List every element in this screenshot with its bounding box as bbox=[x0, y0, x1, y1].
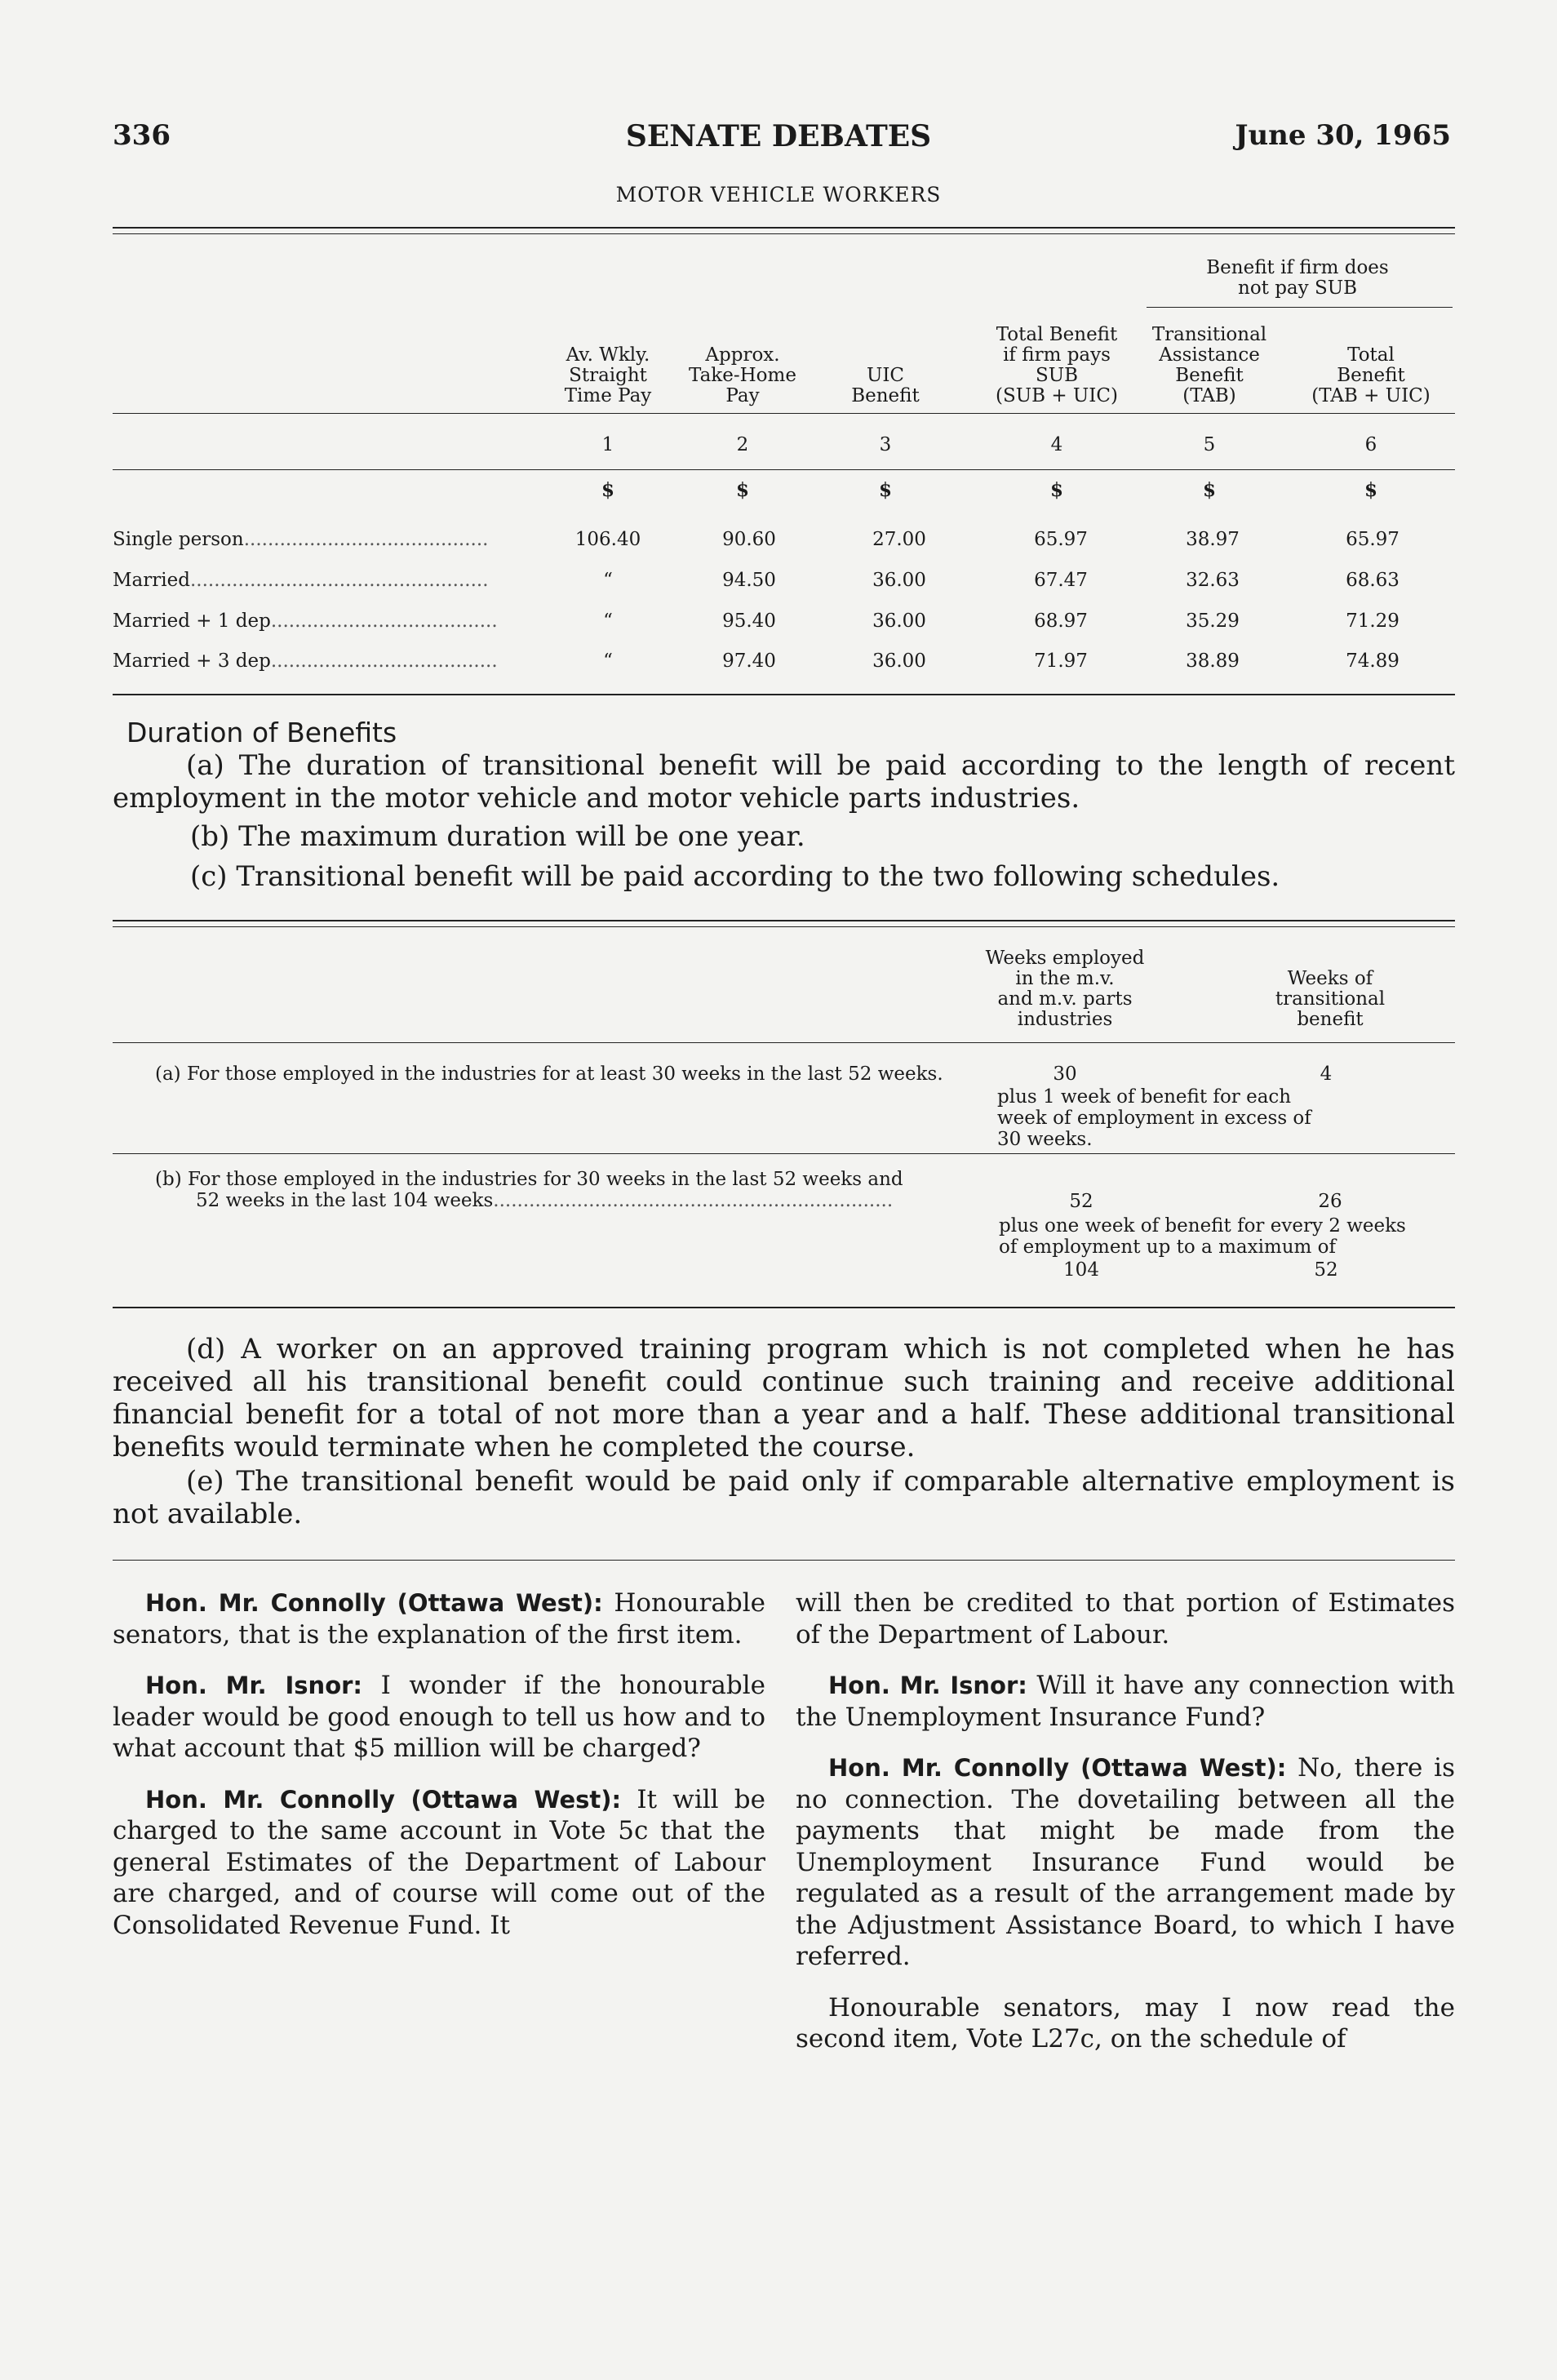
row-a-weeks-employed: 30 bbox=[1053, 1063, 1077, 1085]
row-label: Married + 1 dep...................................... bbox=[113, 611, 498, 632]
row-b-max-benefit: 52 bbox=[1314, 1259, 1338, 1281]
publication-title: SENATE DEBATES bbox=[625, 119, 932, 153]
speech-continuation: will then be credited to that portion of Estimates of the Department of Labour. bbox=[796, 1588, 1455, 1650]
left-column bbox=[113, 1587, 765, 1960]
table-cell: 36.00 bbox=[872, 611, 926, 632]
column-header-2: Approx. Take-Home Pay bbox=[689, 344, 796, 406]
column-number-6: 6 bbox=[1364, 434, 1377, 455]
table-bottom-rule bbox=[113, 694, 1455, 695]
table-cell: 71.97 bbox=[1034, 651, 1088, 672]
row-label: Single person......................................... bbox=[113, 529, 489, 550]
row-label: Married.................................................. bbox=[113, 570, 489, 591]
row-b-note: plus one week of benefit for every 2 weeks of employment up to a maximum of bbox=[999, 1215, 1406, 1258]
column-header-4: Total Benefit if firm pays SUB (SUB + UIC) bbox=[996, 324, 1118, 406]
weeks-employed-header: Weeks employed in the m.v. and m.v. parts industries bbox=[985, 948, 1145, 1030]
column-unit-6: $ bbox=[1364, 479, 1377, 501]
speech: Hon. Mr. Connolly (Ottawa West): It will be charged to the same account in Vote 5c that the general Estimates of the Department of Labour are charged, and of course will come out of the Consolidated Revenue Fund. It bbox=[113, 1784, 765, 1940]
table2-top-rule bbox=[113, 920, 1455, 921]
speech: Hon. Mr. Connolly (Ottawa West): No, there is no connection. The dovetailing between all the payments that might be made from the Unemployment Insurance Fund would be regulated as a result of the arrangement made by the Adjustment Assistance Board, to which I have referred. bbox=[796, 1753, 1455, 1971]
table-cell: 65.97 bbox=[1034, 529, 1088, 550]
row-label: Married + 3 dep...................................... bbox=[113, 651, 498, 672]
table-cell: 38.89 bbox=[1186, 651, 1240, 672]
paragraph-a: (a) The duration of transitional benefit will be paid according to the length of recent employment in the motor vehicle and motor vehicle parts industries. bbox=[113, 749, 1455, 815]
paragraph-d: (d) A worker on an approved training program which is not completed when he has received all his transitional benefit could continue such training and receive additional financial benefit for a total of not more than a year and a half. These additional transitional benefits would terminate when he completed the course. bbox=[113, 1333, 1455, 1463]
speech: Honourable senators, may I now read the second item, Vote L27c, on the schedule of bbox=[796, 1992, 1455, 2054]
row-b-max-employed: 104 bbox=[1063, 1259, 1099, 1281]
paragraph-b: (b) The maximum duration will be one year. bbox=[190, 820, 805, 853]
column-unit-1: $ bbox=[601, 479, 614, 501]
table-cell: 71.29 bbox=[1346, 611, 1400, 632]
column-number-1: 1 bbox=[601, 434, 614, 455]
table-cell: 106.40 bbox=[574, 529, 641, 550]
header-rule bbox=[113, 413, 1455, 414]
column-number-5: 5 bbox=[1203, 434, 1216, 455]
row-b-label-2: 52 weeks in the last 104 weeks................................................................... bbox=[196, 1190, 894, 1211]
table2-header-rule bbox=[113, 1042, 1455, 1043]
column-number-4: 4 bbox=[1050, 434, 1063, 455]
row-a-note: plus 1 week of benefit for each week of employment in excess of 30 weeks. bbox=[997, 1086, 1311, 1150]
group-header: Benefit if firm does not pay SUB bbox=[1206, 257, 1389, 299]
table-cell: “ bbox=[603, 611, 613, 632]
group-header-rule bbox=[1147, 307, 1453, 308]
speech: Hon. Mr. Isnor: I wonder if the honourable leader would be good enough to tell us how and to what account that $5 million will be charged? bbox=[113, 1671, 766, 1763]
table-cell: 27.00 bbox=[872, 529, 926, 550]
paragraph-e: (e) The transitional benefit would be paid only if comparable alternative employment is not available. bbox=[113, 1465, 1455, 1530]
column-unit-4: $ bbox=[1049, 479, 1063, 501]
table-cell: 35.29 bbox=[1186, 611, 1240, 632]
table-cell: 65.97 bbox=[1346, 529, 1400, 550]
column-unit-5: $ bbox=[1202, 479, 1216, 501]
table-cell: 74.89 bbox=[1346, 651, 1400, 672]
table-cell: 94.50 bbox=[722, 570, 776, 591]
row-b-weeks-employed: 52 bbox=[1069, 1191, 1093, 1212]
table-cell: 32.63 bbox=[1186, 570, 1240, 591]
column-header-3: UIC Benefit bbox=[851, 365, 920, 406]
row-a-label: (a) For those employed in the industries for at least 30 weeks in the last 52 weeks. bbox=[155, 1063, 943, 1085]
table-cell: 97.40 bbox=[722, 651, 776, 672]
table-caption: MOTOR VEHICLE WORKERS bbox=[615, 183, 942, 206]
column-header-5: Transitional Assistance Benefit (TAB) bbox=[1151, 324, 1267, 406]
right-column bbox=[796, 1587, 1455, 2075]
row-b-weeks-benefit: 26 bbox=[1318, 1191, 1342, 1212]
page-date: June 30, 1965 bbox=[1235, 119, 1451, 152]
speech: Hon. Mr. Connolly (Ottawa West): Honourable senators, that is the explanation of the first item. bbox=[113, 1588, 766, 1650]
table-cell: 68.63 bbox=[1346, 570, 1400, 591]
column-number-2: 2 bbox=[736, 434, 749, 455]
table-top-rule-2 bbox=[113, 233, 1455, 234]
section-heading: Duration of Benefits bbox=[126, 717, 397, 748]
number-rule bbox=[113, 469, 1455, 470]
row-a-weeks-benefit: 4 bbox=[1320, 1063, 1333, 1085]
table-cell: 90.60 bbox=[722, 529, 776, 550]
table-cell: “ bbox=[603, 570, 613, 591]
column-header-1: Av. Wkly. Straight Time Pay bbox=[564, 344, 652, 406]
table2-top-rule-2 bbox=[113, 926, 1455, 927]
table-cell: 38.97 bbox=[1186, 529, 1240, 550]
row-b-label-1: (b) For those employed in the industries for 30 weeks in the last 52 weeks and bbox=[155, 1169, 903, 1190]
table-cell: 67.47 bbox=[1034, 570, 1088, 591]
table-top-rule bbox=[113, 227, 1455, 229]
table-cell: 36.00 bbox=[872, 651, 926, 672]
table2-mid-rule bbox=[113, 1153, 1455, 1154]
column-header-6: Total Benefit (TAB + UIC) bbox=[1311, 344, 1431, 406]
column-unit-3: $ bbox=[878, 479, 892, 501]
table-cell: 68.97 bbox=[1034, 611, 1088, 632]
table-cell: “ bbox=[603, 651, 613, 672]
weeks-benefit-header: Weeks of transitional benefit bbox=[1275, 968, 1386, 1030]
table-cell: 36.00 bbox=[872, 570, 926, 591]
table2-bottom-rule bbox=[113, 1307, 1455, 1308]
column-number-3: 3 bbox=[879, 434, 892, 455]
page-number: 336 bbox=[113, 119, 171, 152]
column-unit-2: $ bbox=[735, 479, 749, 501]
section-rule bbox=[113, 1560, 1455, 1561]
speech: Hon. Mr. Isnor: Will it have any connection with the Unemployment Insurance Fund? bbox=[796, 1671, 1456, 1732]
paragraph-c: (c) Transitional benefit will be paid according to the two following schedules. bbox=[190, 860, 1280, 893]
table-cell: 95.40 bbox=[722, 611, 776, 632]
